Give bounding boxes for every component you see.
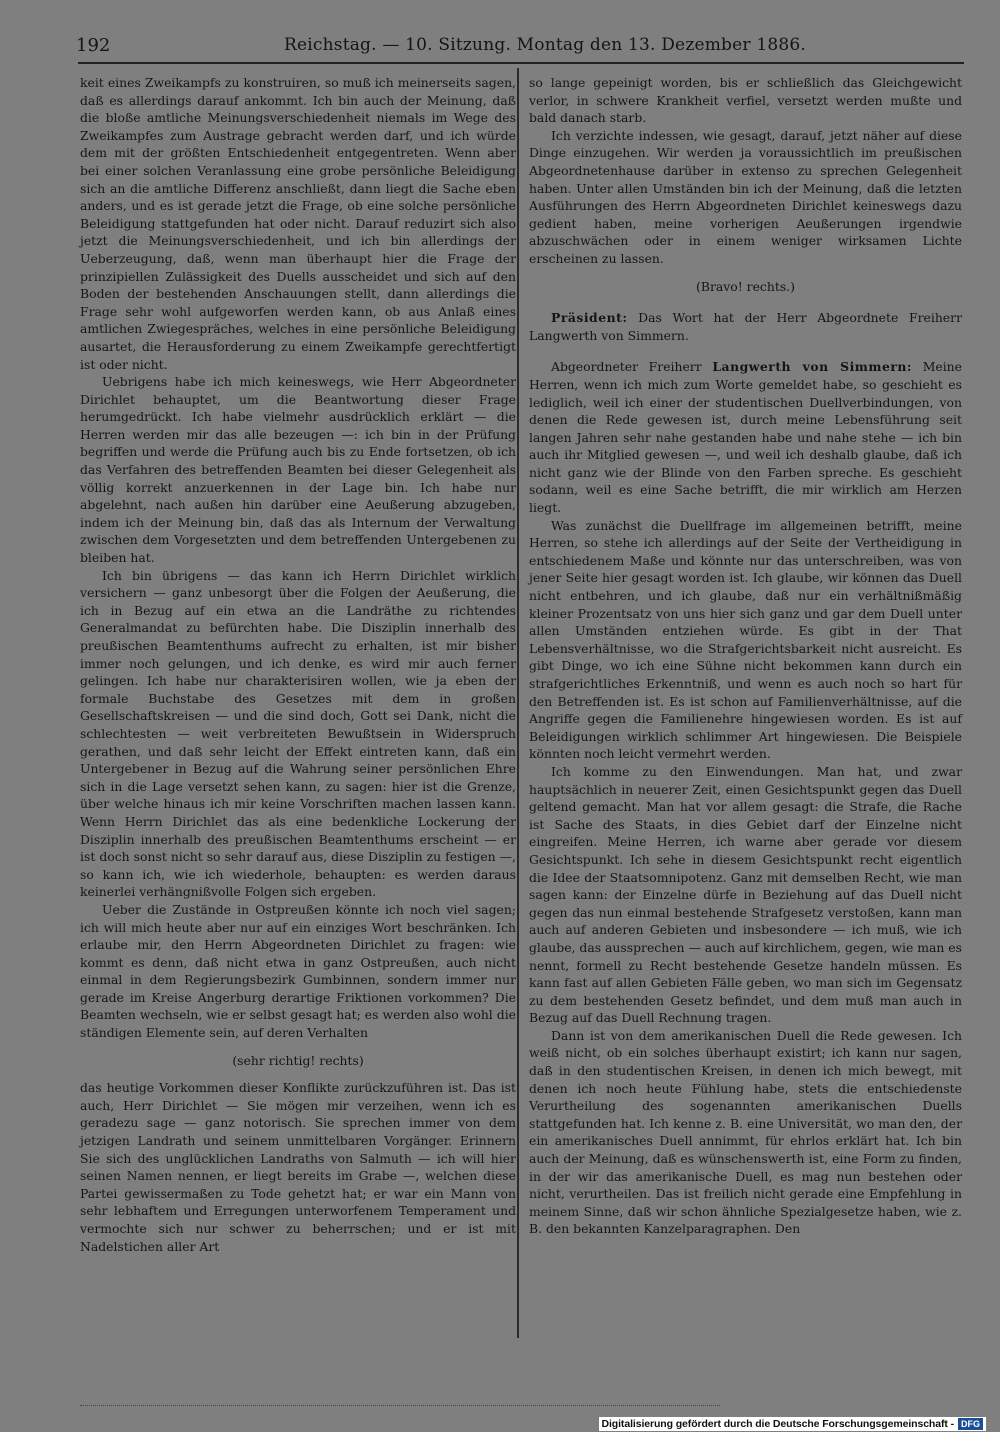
dfg-logo-icon: DFG: [958, 1418, 983, 1430]
paragraph: das heutige Vorkommen dieser Konflikte zurückzuführen ist. Das ist auch, Herr Dirichlet — Sie mögen mir verzeihen, wenn ich es geradezu sage — ganz notorisch. Sie sprechen immer von dem jetzigen Landrath und seinem unmittelbaren Vorgänger. Erinnern Sie sich des unglücklichen Landraths von Salmuth — ich will hier seinen Namen nennen, er liegt bereits im Grabe —, welchen diese Partei gewissermaßen zu Tode gehetzt hat; er war ein Mann von sehr lebhaftem und Erregungen unterworfenem Temperament und vermochte sich nur schwer zu beherrschen; und er ist mit Nadelstichen aller Art: [80, 1080, 516, 1254]
paragraph: Ich komme zu den Einwendungen. Man hat, und zwar hauptsächlich in neuerer Zeit, einen Gesichtspunkt gegen das Duell geltend gemacht. Man hat vor allem gesagt: die Strafe, die Rache ist Sache des Staats, in dies Gebiet darf der Einzelne nicht eingreifen. Meine Herren, ich warne aber gerade vor diesem Gesichtspunkt. Ich sehe in diesem Gesichtspunkt recht eigentlich die Idee der Staatsomnipotenz. Ganz mit demselben Recht, wie man sagen kann: der Einzelne dürfe in Beziehung auf das Duell nicht gegen das nun einmal bestehende Strafgesetz verstoßen, kann man auch auf anderen Gebieten und insbesondere — ich muß, wie ich glaube, das aussprechen — auch auf kirchlichem, gegen, wie man es nennt, formell zu Recht bestehende Gesetze handeln müssen. Es kann fast auf allen Gebieten Fälle geben, wo man sich im Gegensatz zu dem bestehenden Gesetz befindet, und dem muß man auch in Bezug auf das Duell Rechnung tragen.: [529, 763, 963, 1026]
paragraph: keit eines Zweikampfs zu konstruiren, so muß ich meinerseits sagen, daß es allerdings darauf ankommt. Ich bin auch der Meinung, daß die bloße amtliche Meinungsverschiedenheit niemals im Wege des Zweikampfes zum Austrage gebracht werden darf, und ich würde dem mit der größten Entschiedenheit entgegentreten. Wenn aber bei einer solchen Veranlassung eine grobe persönliche Beleidigung sich an die amtliche Differenz anschließt, dann liegt die Sache eben anders, und es ist gerade jetzt die Frage, ob eine solche persönliche Beleidigung stattgefunden hat oder nicht. Darauf reduzirt sich also jetzt die Meinungsverschiedenheit, und ich bin allerdings der Ueberzeugung, daß, wenn man überhaupt hier die Frage der prinzipiellen Zulässigkeit des Duells ausscheidet und sich auf den Boden der bestehenden Anschauungen stellt, dann allerdings die Frage sehr wohl aufgeworfen werden kann, ob aus Anlaß eines amtlichen Zwiegespräches, welches in eine persönliche Beleidigung ausartet, die Herausforderung zu einem Zweikampfe gerechtfertigt ist oder nicht.: [80, 75, 516, 372]
paragraph: Ich bin übrigens — das kann ich Herrn Dirichlet wirklich versichern — ganz unbesorgt über die Folgen der Aeußerung, die ich in Bezug auf ein etwa an die Landräthe zu richtendes Generalmandat zu befürchten habe. Die Disziplin innerhalb des preußischen Beamtenthums aufrecht zu erhalten, ist mir bisher immer noch gelungen, und ich denke, es wird mir auch ferner gelingen. Ich habe nur charakterisiren wollen, wie ja eben der formale Buchstabe des Gesetzes mit dem in großen Gesellschaftskreisen — und die sind doch, Gott sei Dank, nicht die schlechtesten — weit verbreiteten Bewußtsein in Widerspruch gerathen, und daß sehr leicht der Effekt eintreten kann, daß ein Untergebener in Bezug auf die Wahrung seiner persönlichen Ehre sich in die Lage versetzt sehen kann, zu sagen: hier ist die Grenze, über welche hinaus ich mir keine Vorschriften machen lassen kann. Wenn Herrn Dirichlet das als eine bedenkliche Lockerung der Disziplin innerhalb des preußischen Beamtenthums erscheint — er ist doch sonst nicht so sehr darauf aus, diese Disziplin zu festigen —, so kann ich, wie ich wiederhole, behaupten: es werden daraus keinerlei verhängnißvolle Folgen sich ergeben.: [80, 567, 516, 900]
bottom-rule: [80, 1405, 720, 1407]
digitization-footer: [599, 1417, 987, 1431]
left-column: [80, 74, 516, 1255]
paragraph: Ueber die Zustände in Ostpreußen könnte ich noch viel sagen; ich will mich heute aber nur auf ein einziges Wort beschränken. Ich erlaube mir, den Herrn Abgeordneten Dirichlet zu fragen: wie kommt es denn, daß nicht etwa in ganz Ostpreußen, auch nicht einmal in dem Regierungsbezirk Gumbinnen, sondern immer nur gerade im Kreise Angerburg derartige Friktionen vorkommen? Die Beamten wechseln, wie er selbst gesagt hat; es werden also wohl die ständigen Elemente sein, auf deren Verhalten: [80, 901, 516, 1041]
paragraph: Was zunächst die Duellfrage im allgemeinen betrifft, meine Herren, so stehe ich allerdings auf der Seite der Vertheidigung in entschiedenem Maße und könnte nur das unterschreiben, was von jener Seite hier gesagt worden ist. Ich glaube, wir können das Duell nicht entbehren, und ich glaube, daß nur ein verhältnißmäßig kleiner Prozentsatz von uns hier sich ganz und gar dem Duell unter allen Umständen entziehen würde. Es gibt in der That Lebensverhältnisse, wo die Strafgerichtsbarkeit nicht ausreicht. Es gibt Dinge, wo ich eine Sühne nicht bekommen kann durch ein strafgerichtliches Erkenntniß, und wenn es auch noch so hart für den Betreffenden ist. Es ist schon auf Familienverhältnisse, auf die Angriffe gegen die Familienehre hingewiesen worden. Es ist auf Beleidigungen wirklich schlimmer Art hingewiesen. Die Beispiele könnten noch leicht vermehrt werden.: [529, 517, 962, 762]
column-divider: [517, 68, 519, 1338]
statement-text: Das Wort hat der Herr Abgeordnete Freiherr Langwerth von Simmern.: [529, 310, 962, 343]
speaker-intro: Abgeordneter Freiherr: [551, 359, 702, 375]
interjection: (sehr richtig! rechts): [232, 1052, 364, 1068]
footer-text: Digitalisierung gefördert durch die Deutsche Forschungsgemeinschaft -: [601, 1418, 954, 1430]
president-statement: [529, 309, 962, 344]
page-header: [76, 35, 964, 61]
right-column: [529, 74, 962, 1238]
running-head: Reichstag. — 10. Sitzung. Montag den 13. Dezember 1886.: [284, 35, 806, 55]
paragraph: Uebrigens habe ich mich keineswegs, wie Herr Abgeordneter Dirichlet behauptet, um die Beantwortung dieser Frage herumgedrückt. Ich habe vielmehr ausdrücklich erklärt — die Herren werden mir das alle bezeugen —: ich bin in der Prüfung begriffen und werde die Prüfung auch bis zu Ende fortsetzen, ob ich das Verfahren des betreffenden Beamten bei dieser Gelegenheit als völlig korrekt anzuerkennen in der Lage bin. Ich habe nur abgelehnt, nach außen hin darüber eine Aeußerung abzugeben, indem ich der Meinung bin, daß das als Internum der Verwaltung zwischen dem Vorgesetzten und dem betreffenden Untergebenen zu bleiben hat.: [80, 374, 516, 566]
paragraph: so lange gepeinigt worden, bis er schließlich das Gleichgewicht verlor, in schwere Krankheit verfiel, versetzt werden mußte und bald danach starb.: [529, 75, 962, 126]
page-number: 192: [76, 35, 111, 56]
statement-text: Meine Herren, wenn ich mich zum Worte gemeldet habe, so geschieht es lediglich, weil ich einer der studentischen Duellverbindungen, von denen die Rede gewesen ist, durch meine Lebensführung seit langen Jahren sehr nahe gestanden habe und nahe stehe — ich bin auch ihr Mitglied gewesen —, und weil ich deshalb glaube, daß ich nicht ganz wie der Blinde von den Farben spreche. Es geschieht sodann, weil es eine Sache betrifft, die mir wirklich am Herzen liegt.: [529, 359, 962, 516]
speaker-name: Langwerth von Simmern:: [712, 359, 913, 375]
speaker-label: Präsident:: [551, 310, 628, 326]
speech-opening: [529, 358, 962, 516]
paragraph: Ich verzichte indessen, wie gesagt, darauf, jetzt näher auf diese Dinge einzugehen. Wir werden ja voraussichtlich im preußischen Abgeordnetenhause darüber in extenso zu sprechen Gelegenheit haben. Unter allen Umständen bin ich der Meinung, daß die letzten Ausführungen des Herrn Abgeordneten Dirichlet keineswegs dazu gedient haben, meine vorherigen Aeußerungen irgendwie abzuschwächen oder in einem weniger wirksamen Lichte erscheinen zu lassen.: [529, 127, 962, 266]
paragraph: Dann ist von dem amerikanischen Duell die Rede gewesen. Ich weiß nicht, ob ein solches überhaupt existirt; ich kann nur sagen, daß in den studentischen Kreisen, in denen ich mich bewegt, mit denen ich noch heute Fühlung habe, stets die entschiedenste Verurtheilung des sogenannten amerikanischen Duells stattgefunden hat. Ich kenne z. B. eine Universität, wo man den, der ein amerikanisches Duell annimmt, für ehrlos erklärt hat. Ich bin auch der Meinung, daß es wünschenswerth ist, eine Form zu finden, in der wir das amerikanische Duell, es mag nun bestehen oder nicht, verurtheilen. Das ist freilich nicht gerade eine Empfehlung in meinem Sinne, daß wir schon ähnliche Spezialgesetze haben, wie z. B. den bekannten Kanzelparagraphen. Den: [529, 1027, 962, 1237]
header-rule: [78, 62, 964, 64]
interjection: (Bravo! rechts.): [696, 278, 795, 294]
